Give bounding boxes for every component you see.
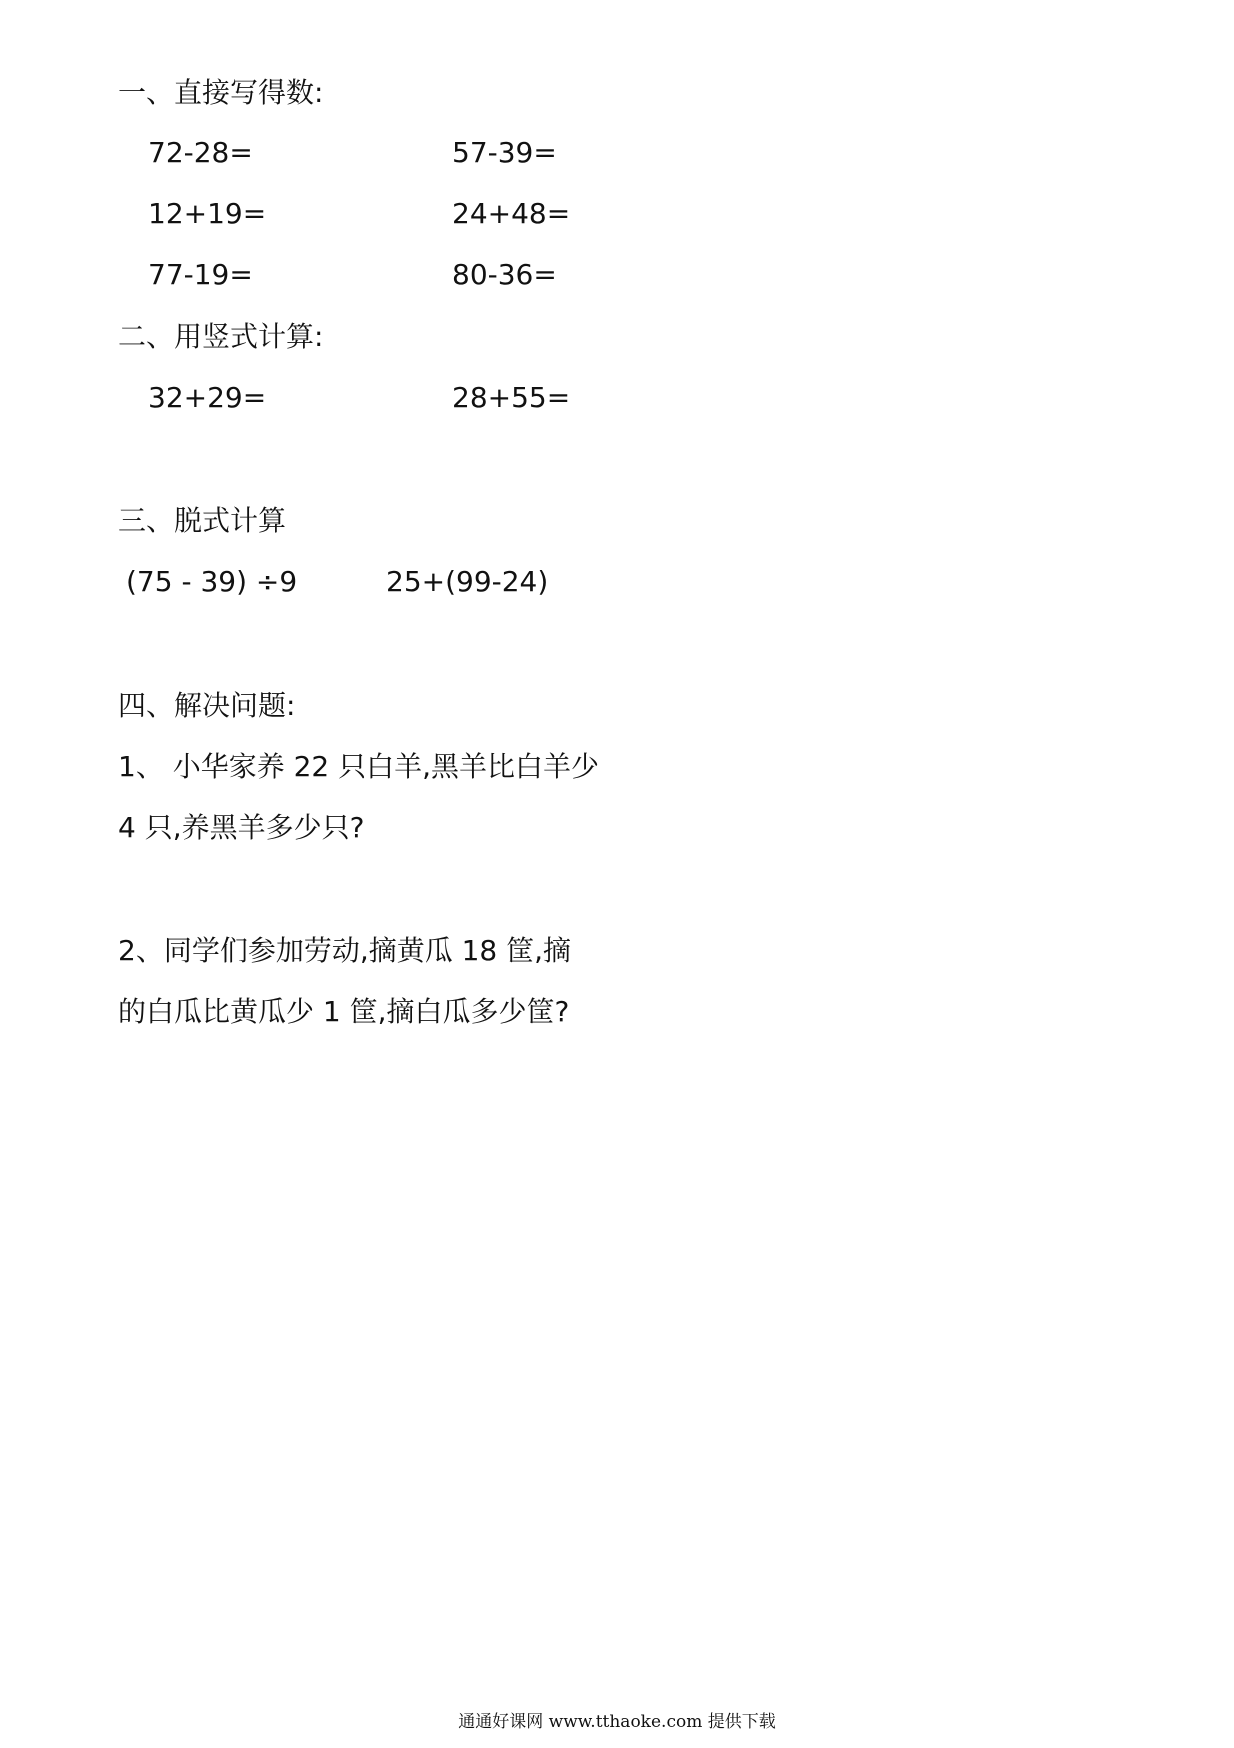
section-4-title: 四、解决问题: bbox=[118, 689, 296, 722]
section-2-title: 二、用竖式计算: bbox=[118, 320, 324, 353]
problem-1-line-1: 1、 小华家养 22 只白羊,黑羊比白羊少 bbox=[118, 750, 600, 783]
footer-credit: 通通好课网 www.tthaoke.com 提供下载 bbox=[458, 1712, 776, 1732]
exercise-1-3: 12+19= bbox=[148, 197, 267, 230]
exercise-1-4: 24+48= bbox=[452, 197, 571, 230]
exercise-1-5: 77-19= bbox=[148, 258, 253, 291]
problem-2-line-1: 2、同学们参加劳动,摘黄瓜 18 筐,摘 bbox=[118, 934, 572, 967]
problem-2-line-2: 的白瓜比黄瓜少 1 筐,摘白瓜多少筐? bbox=[118, 995, 570, 1028]
exercise-2-2: 28+55= bbox=[452, 381, 571, 414]
exercise-1-1: 72-28= bbox=[148, 136, 253, 169]
problem-1-line-2: 4 只,养黑羊多少只? bbox=[118, 811, 365, 844]
section-3-title: 三、脱式计算 bbox=[118, 504, 287, 537]
exercise-3-2: 25+(99-24) bbox=[386, 565, 549, 598]
section-1-title: 一、直接写得数: bbox=[118, 76, 324, 109]
exercise-1-2: 57-39= bbox=[452, 136, 557, 169]
exercise-1-6: 80-36= bbox=[452, 258, 557, 291]
exercise-2-1: 32+29= bbox=[148, 381, 267, 414]
exercise-3-1: (75 - 39) ÷9 bbox=[126, 565, 298, 598]
